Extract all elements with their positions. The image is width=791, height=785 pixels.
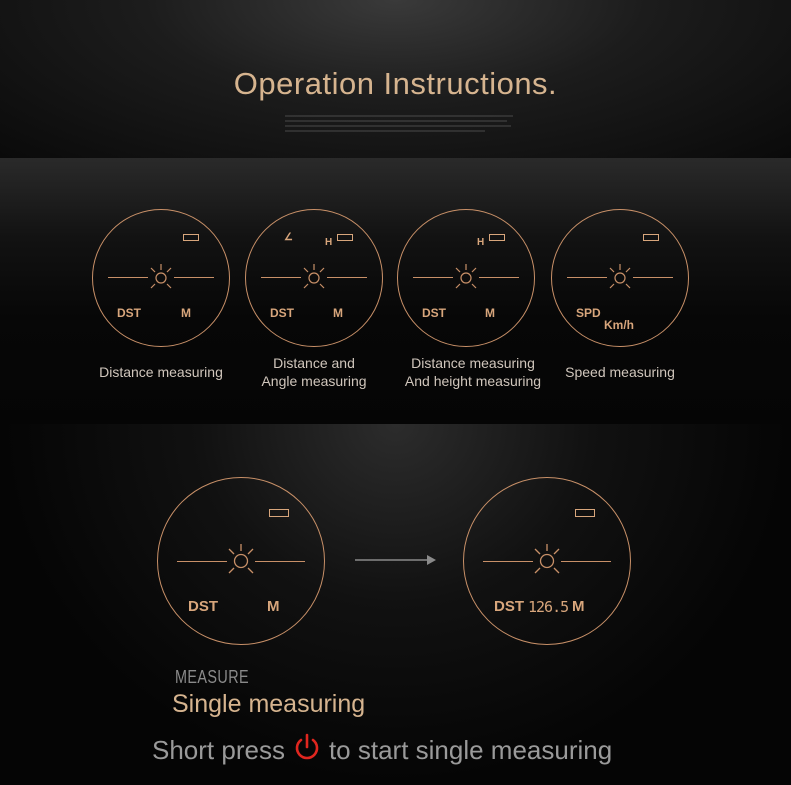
mode-left-text: DST — [117, 306, 141, 320]
single-measuring-title: Single measuring — [172, 690, 366, 718]
arrow-right-icon — [355, 553, 437, 567]
mode-caption-line2: And height measuring — [404, 373, 542, 389]
instruction-before: Short press — [152, 735, 285, 765]
crosshair-line-left — [483, 561, 533, 562]
demo-left-text: DST — [188, 598, 218, 615]
demo-left-text: DST — [494, 598, 524, 615]
page-title: Operation Instructions. — [233, 66, 558, 101]
reticle-icon — [604, 263, 636, 293]
demo-reading: 126.5 — [528, 598, 569, 616]
mode-caption — [388, 354, 558, 390]
mode-left-text: DST — [422, 306, 446, 320]
reticle-icon — [222, 543, 260, 579]
reticle-icon — [528, 543, 566, 579]
reticle-icon — [450, 263, 482, 293]
reticle-icon — [145, 263, 177, 293]
mode-caption — [540, 363, 700, 381]
demo-unit-text: M — [572, 598, 585, 615]
mode-caption-line1: Speed measuring — [565, 364, 675, 380]
battery-icon — [575, 509, 595, 517]
power-icon — [293, 733, 321, 770]
angle-mark: ∠ — [284, 232, 293, 243]
battery-icon — [269, 509, 289, 517]
crosshair-line-right — [561, 561, 611, 562]
fine-print-texture — [285, 113, 515, 134]
demo-section — [0, 424, 791, 785]
crosshair-line-left — [567, 277, 607, 278]
crosshair-line-left — [108, 277, 148, 278]
crosshair-line-left — [261, 277, 301, 278]
demo-unit-text: M — [267, 598, 280, 615]
mode-caption-line2: Angle measuring — [261, 373, 367, 389]
battery-icon — [337, 234, 353, 241]
crosshair-line-right — [633, 277, 673, 278]
crosshair-line-left — [413, 277, 453, 278]
mode-unit-text: M — [181, 306, 191, 320]
measure-label: MEASURE — [175, 667, 250, 687]
crosshair-line-right — [174, 277, 214, 278]
height-mark: H — [477, 237, 485, 248]
battery-icon — [183, 234, 199, 241]
crosshair-line-right — [255, 561, 305, 562]
crosshair-line-left — [177, 561, 227, 562]
fine-print-lines — [285, 113, 515, 133]
instruction-line — [152, 733, 612, 770]
mode-unit-text: Km/h — [604, 318, 634, 332]
mode-caption — [80, 363, 242, 381]
mode-caption-line1: Distance measuring — [411, 355, 535, 371]
battery-icon — [489, 234, 505, 241]
mode-left-text: DST — [270, 306, 294, 320]
crosshair-line-right — [479, 277, 519, 278]
reticle-icon — [298, 263, 330, 293]
mode-unit-text: M — [485, 306, 495, 320]
mode-unit-text: M — [333, 306, 343, 320]
height-mark: H — [325, 237, 333, 248]
crosshair-line-right — [327, 277, 367, 278]
instruction-after: to start single measuring — [328, 735, 613, 765]
mode-left-text: SPD — [576, 306, 601, 320]
mode-caption-line1: Distance measuring — [99, 364, 223, 380]
battery-icon — [643, 234, 659, 241]
mode-caption — [234, 354, 394, 390]
mode-caption-line1: Distance and — [273, 355, 355, 371]
